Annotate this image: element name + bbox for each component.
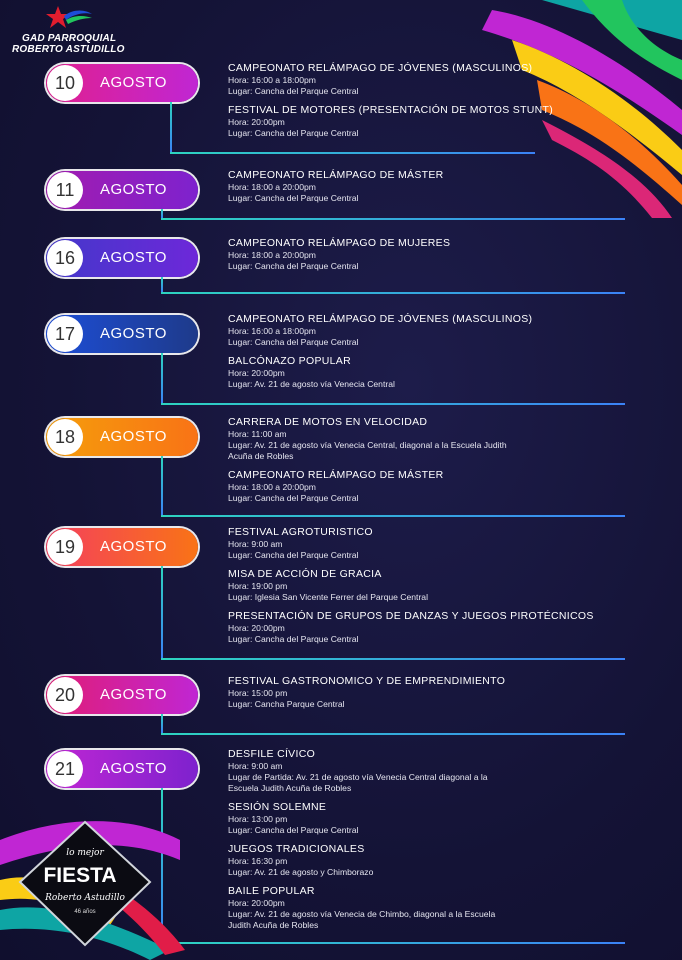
event-item bbox=[228, 526, 648, 561]
event-detail: Lugar: Av. 21 de agosto vía Venecia Central, diagonal a la Escuela Judith bbox=[228, 440, 507, 450]
event-detail: Hora: 20:00pm bbox=[228, 117, 285, 127]
timeline-connector bbox=[170, 102, 172, 152]
fiesta-logo-line-3: Roberto Astudillo bbox=[45, 893, 125, 903]
event-title: DESFILE CÍVICO bbox=[228, 748, 316, 760]
event-item bbox=[228, 885, 648, 931]
event-detail: Hora: 18:00 a 20:00pm bbox=[228, 250, 316, 260]
event-detail: Hora: 16:00 a 18:00pm bbox=[228, 326, 316, 336]
event-detail: Lugar: Cancha del Parque Central bbox=[228, 261, 359, 271]
event-detail: Lugar: Cancha del Parque Central bbox=[228, 493, 359, 503]
timeline-connector bbox=[161, 209, 163, 218]
event-item bbox=[228, 568, 648, 603]
event-title: FESTIVAL DE MOTORES (PRESENTACIÓN DE MOTOS STUNT) bbox=[228, 104, 554, 116]
month-label: AGOSTO bbox=[100, 428, 167, 445]
day-number: 10 bbox=[47, 65, 83, 101]
date-badge bbox=[46, 528, 198, 566]
event-detail: Lugar: Cancha del Parque Central bbox=[228, 128, 359, 138]
event-detail: Hora: 20:00pm bbox=[228, 368, 285, 378]
event-item bbox=[228, 843, 648, 878]
timeline-divider bbox=[161, 218, 625, 220]
event-title: FESTIVAL GASTRONOMICO Y DE EMPRENDIMIENTO bbox=[228, 675, 506, 687]
event-item bbox=[228, 416, 648, 462]
event-title: CAMPEONATO RELÁMPAGO DE JÓVENES (MASCULINOS) bbox=[228, 313, 533, 325]
event-detail: Lugar de Partida: Av. 21 de agosto vía Venecia Central diagonal a la bbox=[228, 772, 488, 782]
month-label: AGOSTO bbox=[100, 249, 167, 266]
fiesta-logo-line-2: FIESTA bbox=[43, 864, 117, 887]
event-title: BALCÓNAZO POPULAR bbox=[228, 355, 351, 367]
event-detail: Hora: 9:00 am bbox=[228, 539, 283, 549]
event-detail: Lugar: Cancha Parque Central bbox=[228, 699, 345, 709]
month-label: AGOSTO bbox=[100, 181, 167, 198]
event-list bbox=[228, 416, 648, 511]
day-number: 20 bbox=[47, 677, 83, 713]
date-badge bbox=[46, 315, 198, 353]
event-detail: Lugar: Cancha del Parque Central bbox=[228, 634, 359, 644]
event-title: PRESENTACIÓN DE GRUPOS DE DANZAS Y JUEGOS PIROTÉCNICOS bbox=[228, 610, 594, 622]
event-detail: Hora: 15:00 pm bbox=[228, 688, 288, 698]
fiesta-logo bbox=[0, 800, 190, 960]
timeline-divider bbox=[161, 733, 625, 735]
event-item bbox=[228, 62, 648, 97]
event-item bbox=[228, 469, 648, 504]
timeline-connector bbox=[161, 353, 163, 403]
month-label: AGOSTO bbox=[100, 325, 167, 342]
event-list bbox=[228, 237, 648, 279]
event-list bbox=[228, 675, 648, 717]
date-badge bbox=[46, 171, 198, 209]
event-title: CARRERA DE MOTOS EN VELOCIDAD bbox=[228, 416, 428, 428]
date-badge bbox=[46, 239, 198, 277]
logo-line-1: GAD PARROQUIAL bbox=[22, 33, 117, 44]
day-number: 19 bbox=[47, 529, 83, 565]
day-number: 16 bbox=[47, 240, 83, 276]
event-detail: Lugar: Av. 21 de agosto y Chimborazo bbox=[228, 867, 374, 877]
event-detail: Hora: 11:00 am bbox=[228, 429, 287, 439]
event-item bbox=[228, 610, 648, 645]
month-label: AGOSTO bbox=[100, 686, 167, 703]
event-title: MISA DE ACCIÓN DE GRACIA bbox=[228, 568, 382, 580]
timeline-divider bbox=[161, 403, 625, 405]
event-detail: Hora: 13:00 pm bbox=[228, 814, 288, 824]
timeline-connector bbox=[161, 566, 163, 658]
day-number: 17 bbox=[47, 316, 83, 352]
event-detail: Lugar: Cancha del Parque Central bbox=[228, 337, 359, 347]
event-item bbox=[228, 313, 648, 348]
event-detail: Lugar: Cancha del Parque Central bbox=[228, 550, 359, 560]
star-icon bbox=[46, 6, 92, 32]
event-item bbox=[228, 169, 648, 204]
fiesta-logo-line-4: 46 años bbox=[74, 909, 96, 915]
event-detail: Acuña de Robles bbox=[228, 451, 294, 461]
timeline-divider bbox=[161, 658, 625, 660]
event-detail: Hora: 18:00 a 20:00pm bbox=[228, 482, 316, 492]
event-title: JUEGOS TRADICIONALES bbox=[228, 843, 365, 855]
event-detail: Hora: 19:00 pm bbox=[228, 581, 288, 591]
logo-line-2: ROBERTO ASTUDILLO bbox=[12, 44, 125, 55]
event-list bbox=[228, 313, 648, 397]
event-title: CAMPEONATO RELÁMPAGO DE MUJERES bbox=[228, 237, 451, 249]
event-title: CAMPEONATO RELÁMPAGO DE JÓVENES (MASCULINOS) bbox=[228, 62, 533, 74]
event-title: FESTIVAL AGROTURISTICO bbox=[228, 526, 373, 538]
event-item bbox=[228, 104, 648, 139]
gad-logo bbox=[12, 6, 125, 55]
timeline-connector bbox=[161, 714, 163, 733]
month-label: AGOSTO bbox=[100, 760, 167, 777]
month-label: AGOSTO bbox=[100, 538, 167, 555]
timeline-divider bbox=[161, 292, 625, 294]
timeline-divider bbox=[170, 152, 535, 154]
fiesta-logo-line-1: lo mejor bbox=[66, 848, 104, 858]
event-title: CAMPEONATO RELÁMPAGO DE MÁSTER bbox=[228, 169, 444, 181]
event-detail: Hora: 16:00 a 18:00pm bbox=[228, 75, 316, 85]
event-detail: Judith Acuña de Robles bbox=[228, 920, 319, 930]
event-item bbox=[228, 748, 648, 794]
event-detail: Hora: 9:00 am bbox=[228, 761, 283, 771]
date-badge bbox=[46, 676, 198, 714]
event-list bbox=[228, 748, 648, 938]
event-list bbox=[228, 526, 648, 652]
event-detail: Lugar: Cancha del Parque Central bbox=[228, 825, 359, 835]
date-badge bbox=[46, 64, 198, 102]
event-item bbox=[228, 801, 648, 836]
event-item bbox=[228, 237, 648, 272]
date-badge bbox=[46, 750, 198, 788]
event-detail: Lugar: Av. 21 de agosto vía Venecia de Chimbo, diagonal a la Escuela bbox=[228, 909, 496, 919]
timeline-divider bbox=[161, 942, 625, 944]
day-number: 11 bbox=[47, 172, 83, 208]
event-detail: Escuela Judith Acuña de Robles bbox=[228, 783, 352, 793]
event-item bbox=[228, 355, 648, 390]
event-list bbox=[228, 62, 648, 146]
event-detail: Hora: 20:00pm bbox=[228, 623, 285, 633]
date-badge bbox=[46, 418, 198, 456]
timeline-divider bbox=[161, 515, 625, 517]
timeline-connector bbox=[161, 456, 163, 515]
event-item bbox=[228, 675, 648, 710]
event-detail: Lugar: Cancha del Parque Central bbox=[228, 86, 359, 96]
event-detail: Lugar: Iglesia San Vicente Ferrer del Parque Central bbox=[228, 592, 428, 602]
month-label: AGOSTO bbox=[100, 74, 167, 91]
event-detail: Lugar: Cancha del Parque Central bbox=[228, 193, 359, 203]
event-title: CAMPEONATO RELÁMPAGO DE MÁSTER bbox=[228, 469, 444, 481]
event-title: BAILE POPULAR bbox=[228, 885, 315, 897]
event-detail: Hora: 18:00 a 20:00pm bbox=[228, 182, 316, 192]
day-number: 18 bbox=[47, 419, 83, 455]
day-number: 21 bbox=[47, 751, 83, 787]
event-title: SESIÓN SOLEMNE bbox=[228, 801, 327, 813]
event-detail: Lugar: Av. 21 de agosto vía Venecia Central bbox=[228, 379, 395, 389]
event-detail: Hora: 20:00pm bbox=[228, 898, 285, 908]
timeline-connector bbox=[161, 277, 163, 292]
event-list bbox=[228, 169, 648, 211]
event-detail: Hora: 16:30 pm bbox=[228, 856, 288, 866]
